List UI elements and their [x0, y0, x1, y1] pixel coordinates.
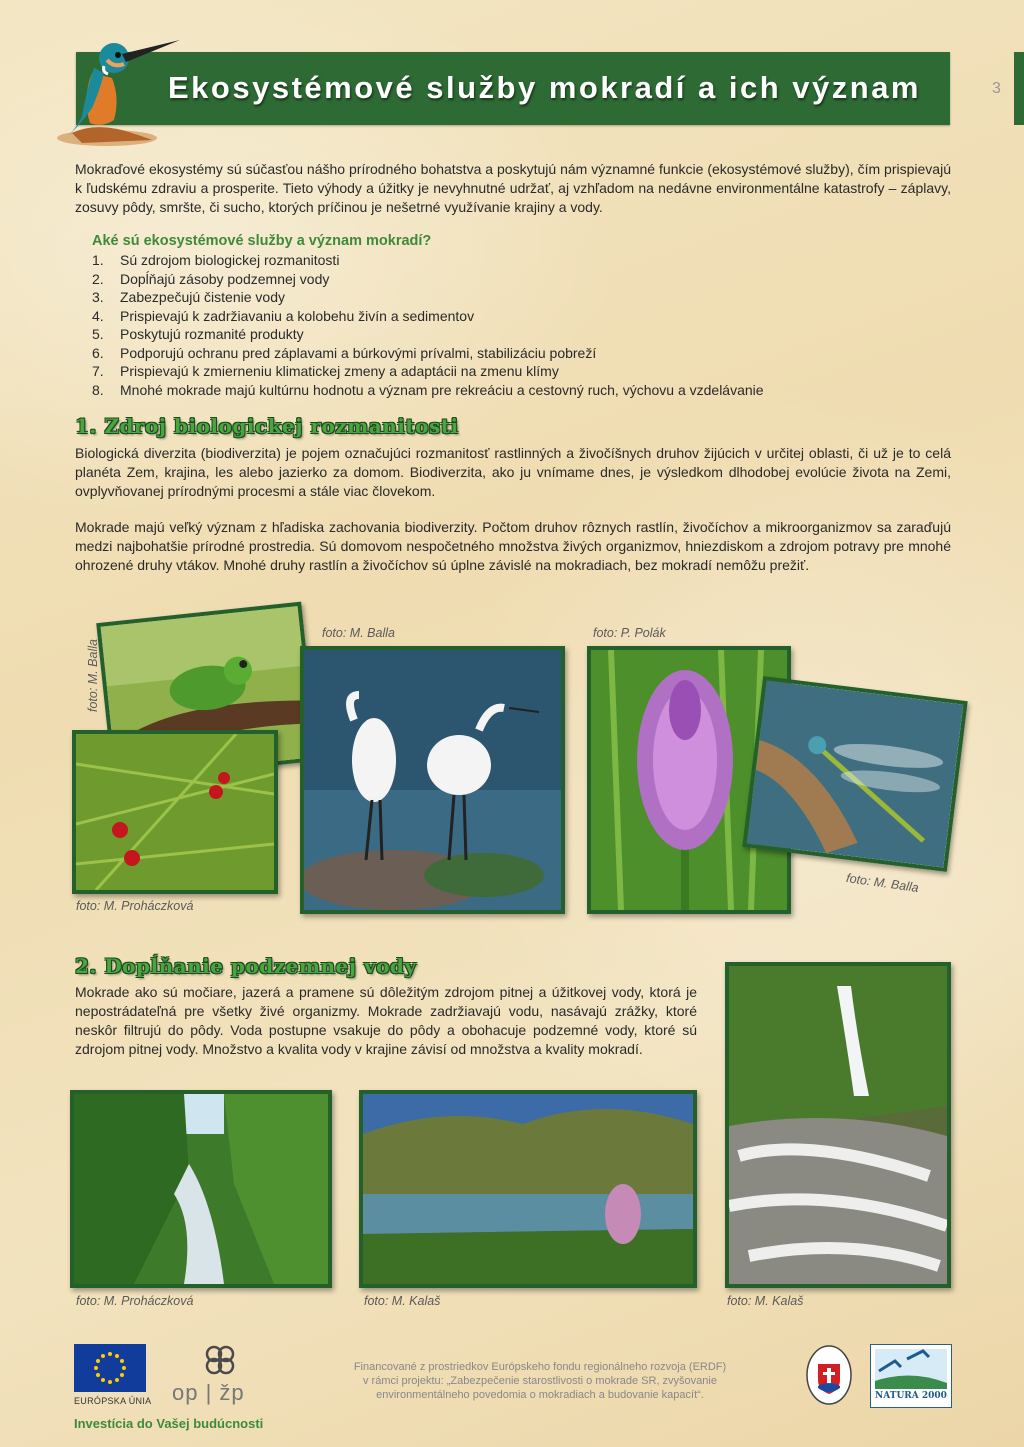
section1-heading: 1. Zdroj biologickej rozmanitosti [75, 414, 459, 438]
invest-slogan: Investícia do Vašej budúcnosti [74, 1416, 264, 1431]
kingfisher-illustration [52, 28, 182, 148]
list-item: 2. Dopĺňajú zásoby podzemnej vody [92, 270, 330, 287]
caption-frog: foto: M. Balla [86, 639, 100, 712]
services-question: Aké sú ekosystémové služby a význam mokradí? [92, 233, 432, 249]
river-photo [359, 1090, 697, 1288]
side-tab [1014, 52, 1024, 125]
section2-heading: 2. Dopĺňanie podzemnej vody [75, 954, 417, 978]
caption-river: foto: M. Kalaš [364, 1294, 441, 1308]
waterfall-photo [725, 962, 951, 1288]
list-item: 1. Sú zdrojom biologickej rozmanitosti [92, 252, 340, 268]
title-bar [76, 52, 950, 125]
list-item: 3. Zabezpečujú čistenie vody [92, 289, 285, 305]
natura-label: NATURA 2000 [875, 1391, 947, 1401]
list-item: 4. Prispievajú k zadržiavaniu a kolobehu živín a sedimentov [92, 307, 475, 324]
caption-cranberry: foto: M. Proháczková [76, 899, 194, 913]
egrets-photo [300, 646, 565, 914]
list-item: 5. Poskytujú rozmanité produkty [92, 326, 304, 342]
caption-egrets: foto: M. Balla [322, 626, 395, 640]
cranberry-photo [72, 730, 278, 894]
dragonfly-photo [742, 676, 967, 872]
sk-emblem-icon [805, 1344, 853, 1406]
opzp-logo-text: op | žp [172, 1380, 245, 1405]
section2-paragraph: Mokrade ako sú močiare, jazerá a pramene sú dôležitým zdrojom pitnej a úžitkovej vody, ktorá je nepostrádateľná pre všetky živé organizmy. Mokrade zadržiavajú vodu, nasávajú zrážky, ktoré neskôr filtrujú do pôdy. Voda postupne vsakuje do pôdy a obohacuje podzemné vody, ktoré sú zdrojom pitnej vody. Množstvo a kvalita vody v krajine závisí od množstva a kvality mokradí. [75, 984, 697, 1057]
natura-2000-logo [870, 1344, 952, 1408]
funding-note: Financované z prostriedkov Európskeho fondu regionálneho rozvoja (ERDF) v rámci projektu: „Zabezpečenie starostlivosti o mokrade SR, zvyšovanie environmentálneho povedomia o mokradiach a budovanie kapacít“. [353, 1361, 727, 1401]
services-list [75, 251, 764, 399]
list-item: 6. Podporujú ochranu pred záplavami a búrkovými prívalmi, stabilizáciu pobreží [92, 344, 597, 361]
eu-label: EURÓPSKA ÚNIA [74, 1396, 152, 1406]
caption-stream: foto: M. Proháczková [76, 1294, 194, 1308]
stream-photo [70, 1090, 332, 1288]
section1-paragraph-2: Mokrade majú veľký význam z hľadiska zachovania biodiverzity. Počtom druhov rôznych rastlín, živočíchov a mikroorganizmov sa zaraďujú medzi najbohatšie prírodné prostredia. Sú domovom nespočetného množstva živých organizmov, hniezdiskom a zdrojom potravy pre mnohé ohrozené druhy vtákov. Mnohé druhy rastlín a živočíchov sú úplne závislé na mokradiach, bez mokradí nemôžu prežiť. [75, 519, 951, 573]
page-title: Ekosystémové služby mokradí a ich význam [168, 70, 921, 105]
opzp-clover-icon [200, 1344, 240, 1380]
caption-orchid: foto: P. Polák [593, 626, 666, 640]
list-item: 7. Prispievajú k zmierneniu klimatickej zmeny a adaptácii na zmenu klímy [92, 363, 559, 379]
caption-waterfall: foto: M. Kalaš [727, 1294, 804, 1308]
list-item: 8. Mnohé mokrade majú kultúrnu hodnotu a význam pre rekreáciu a cestovný ruch, výchovu a vzdelávanie [92, 381, 764, 398]
intro-paragraph: Mokraďové ekosystémy sú súčasťou nášho prírodného bohatstva a poskytujú nám významné funkcie (ekosystémové služby), čím prispievajú k ľudskému zdraviu a prosperite. Tieto výhody a úžitky je nevyhnutné udržať, aj vzhľadom na nedávne environmentálne katastrofy – záplavy, zosuvy pôdy, smršte, či sucho, ktorých príčinou je nešetrné využívanie krajiny a vody. [75, 161, 951, 215]
caption-dragonfly: foto: M. Balla [845, 870, 920, 896]
eu-flag-logo [74, 1344, 146, 1392]
section1-paragraph-1: Biologická diverzita (biodiverzita) je pojem označujúci rozmanitosť rastlinných a živočíšnych druhov žijúcich v určitej oblasti, či už je to celá planéta Zem, krajina, les alebo jazierko za domom. Biodiverzita, ako ju vnímame dnes, je výsledkom dlhodobej evolúcie života na Zemi, ovplyvňovanej prírodnými procesmi a stále viac človekom. [75, 445, 951, 499]
page-number: 3 [992, 80, 1001, 97]
